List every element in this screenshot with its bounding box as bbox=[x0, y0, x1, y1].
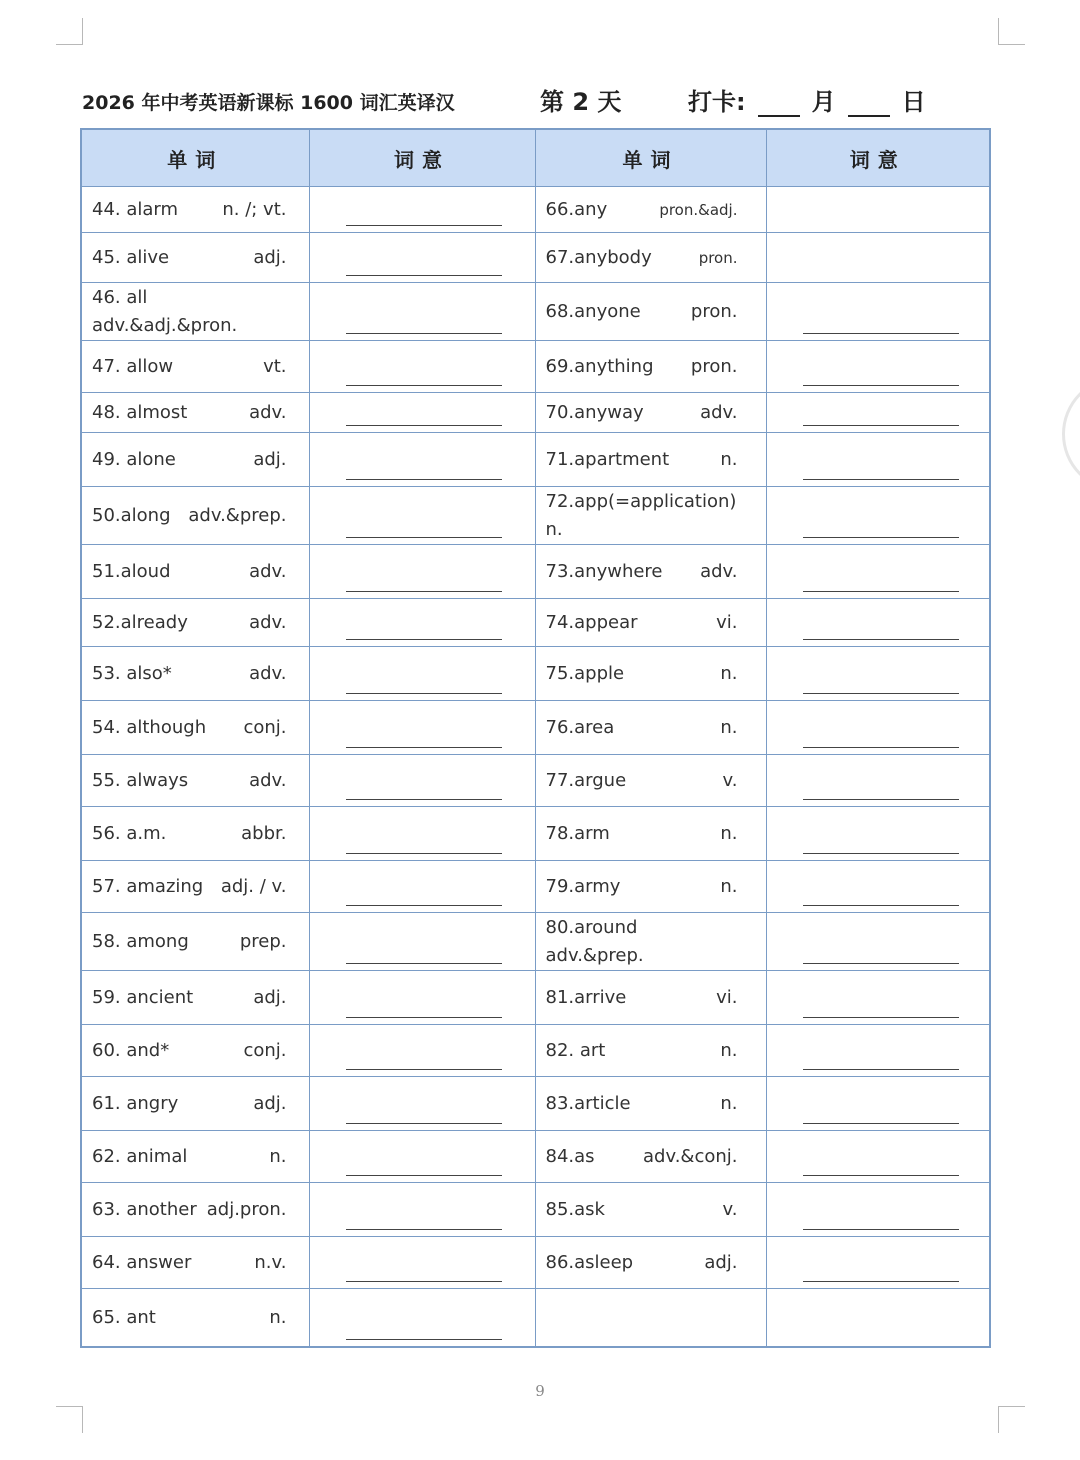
left-meaning-cell[interactable] bbox=[309, 283, 535, 341]
right-meaning-cell[interactable] bbox=[766, 1077, 990, 1131]
table-row bbox=[81, 1183, 990, 1237]
answer-line[interactable] bbox=[346, 333, 502, 334]
table-row bbox=[81, 283, 990, 341]
right-word-cell bbox=[535, 187, 766, 233]
answer-line[interactable] bbox=[803, 333, 959, 334]
vocab-word: 63. another bbox=[92, 1199, 197, 1220]
table-row bbox=[81, 187, 990, 233]
right-word-cell bbox=[535, 1289, 766, 1347]
left-word-cell bbox=[81, 599, 309, 647]
vocab-word: 72.app(=application) bbox=[545, 490, 737, 512]
answer-line[interactable] bbox=[346, 537, 502, 538]
left-meaning-cell[interactable] bbox=[309, 701, 535, 755]
part-of-speech: adj. bbox=[253, 987, 287, 1008]
answer-line[interactable] bbox=[346, 747, 502, 748]
answer-line[interactable] bbox=[346, 1229, 502, 1230]
vocab-table bbox=[80, 128, 991, 1348]
day-blank[interactable] bbox=[848, 91, 890, 117]
header-meaning-left: 词意 bbox=[309, 129, 535, 187]
page-header bbox=[82, 80, 1002, 120]
table-row bbox=[81, 545, 990, 599]
vocab-word: 54. although bbox=[92, 717, 207, 738]
table-row bbox=[81, 807, 990, 861]
answer-line[interactable] bbox=[346, 853, 502, 854]
left-meaning-cell[interactable] bbox=[309, 393, 535, 433]
right-word-cell bbox=[535, 1025, 766, 1077]
part-of-speech: adv.&adj.&pron. bbox=[92, 314, 238, 336]
right-word-cell bbox=[535, 1131, 766, 1183]
vocab-word: 82. art bbox=[545, 1040, 606, 1061]
right-meaning-cell[interactable] bbox=[766, 913, 990, 971]
left-word-cell bbox=[81, 187, 309, 233]
part-of-speech: adv. bbox=[249, 663, 287, 684]
table-row bbox=[81, 861, 990, 913]
vocab-word: 49. alone bbox=[92, 449, 176, 470]
left-word-cell bbox=[81, 545, 309, 599]
left-meaning-cell[interactable] bbox=[309, 599, 535, 647]
table-row bbox=[81, 1131, 990, 1183]
right-meaning-cell[interactable] bbox=[766, 233, 990, 283]
crop-mark-bottom-right bbox=[998, 1406, 1025, 1433]
part-of-speech: adv. bbox=[249, 770, 287, 791]
left-meaning-cell[interactable] bbox=[309, 1025, 535, 1077]
vocab-word: 85.ask bbox=[545, 1199, 605, 1220]
answer-line[interactable] bbox=[346, 1339, 502, 1340]
table-row bbox=[81, 971, 990, 1025]
part-of-speech: adv. bbox=[249, 402, 287, 423]
part-of-speech: n. bbox=[269, 1146, 287, 1167]
left-word-cell bbox=[81, 861, 309, 913]
part-of-speech: vi. bbox=[716, 612, 738, 633]
vocab-word: 52.already bbox=[92, 612, 188, 633]
answer-line[interactable] bbox=[803, 1281, 959, 1282]
vocab-word: 47. allow bbox=[92, 356, 174, 377]
part-of-speech: vi. bbox=[716, 987, 738, 1008]
right-word-cell bbox=[535, 487, 766, 545]
vocab-word: 66.any bbox=[545, 199, 608, 220]
left-word-cell bbox=[81, 1289, 309, 1347]
table-row bbox=[81, 233, 990, 283]
vocab-word: 53. also* bbox=[92, 663, 172, 684]
right-meaning-cell[interactable] bbox=[766, 1289, 990, 1347]
right-meaning-cell[interactable] bbox=[766, 1237, 990, 1289]
left-word-cell bbox=[81, 393, 309, 433]
part-of-speech: pron. bbox=[690, 356, 738, 377]
vocab-word: 79.army bbox=[545, 876, 621, 897]
part-of-speech: adj. bbox=[253, 247, 287, 268]
vocab-word: 71.apartment bbox=[545, 449, 670, 470]
part-of-speech: v. bbox=[722, 770, 738, 791]
part-of-speech: vt. bbox=[263, 356, 287, 377]
answer-line[interactable] bbox=[803, 693, 959, 694]
right-meaning-cell[interactable] bbox=[766, 187, 990, 233]
right-word-cell bbox=[535, 647, 766, 701]
part-of-speech: conj. bbox=[243, 1040, 287, 1061]
table-row bbox=[81, 1289, 990, 1347]
right-word-cell bbox=[535, 861, 766, 913]
part-of-speech: n. bbox=[269, 1306, 287, 1328]
left-word-cell bbox=[81, 1237, 309, 1289]
table-row bbox=[81, 599, 990, 647]
table-row bbox=[81, 701, 990, 755]
part-of-speech: v. bbox=[722, 1199, 738, 1220]
right-meaning-cell[interactable] bbox=[766, 393, 990, 433]
checkin-area bbox=[688, 82, 926, 117]
vocab-word: 55. always bbox=[92, 770, 189, 791]
right-meaning-cell[interactable] bbox=[766, 433, 990, 487]
vocab-word: 56. a.m. bbox=[92, 823, 167, 844]
edge-handle bbox=[1062, 376, 1080, 492]
vocab-word: 67.anybody bbox=[545, 247, 652, 268]
month-label: 月 bbox=[811, 88, 836, 116]
part-of-speech: adj. bbox=[253, 449, 287, 470]
left-word-cell bbox=[81, 755, 309, 807]
table-row bbox=[81, 755, 990, 807]
vocab-word: 68.anyone bbox=[545, 301, 641, 322]
left-meaning-cell[interactable] bbox=[309, 1289, 535, 1347]
part-of-speech: n. bbox=[720, 663, 738, 684]
month-blank[interactable] bbox=[758, 91, 800, 117]
right-word-cell bbox=[535, 755, 766, 807]
right-word-cell bbox=[535, 1183, 766, 1237]
vocab-word: 83.article bbox=[545, 1093, 631, 1114]
answer-line[interactable] bbox=[346, 479, 502, 480]
vocab-word: 73.anywhere bbox=[545, 561, 663, 582]
answer-line[interactable] bbox=[346, 799, 502, 800]
answer-line[interactable] bbox=[803, 905, 959, 906]
right-meaning-cell[interactable] bbox=[766, 701, 990, 755]
table-row bbox=[81, 341, 990, 393]
left-word-cell bbox=[81, 233, 309, 283]
table-row bbox=[81, 487, 990, 545]
right-meaning-cell[interactable] bbox=[766, 1183, 990, 1237]
left-meaning-cell[interactable] bbox=[309, 647, 535, 701]
page-number: 9 bbox=[535, 1382, 545, 1400]
answer-line[interactable] bbox=[803, 963, 959, 964]
answer-line[interactable] bbox=[346, 693, 502, 694]
part-of-speech: n. bbox=[720, 1093, 738, 1114]
left-meaning-cell[interactable] bbox=[309, 971, 535, 1025]
right-word-cell bbox=[535, 233, 766, 283]
right-word-cell bbox=[535, 283, 766, 341]
vocab-word: 51.aloud bbox=[92, 561, 171, 582]
vocab-word: 65. ant bbox=[92, 1306, 156, 1328]
left-word-cell bbox=[81, 971, 309, 1025]
vocab-word: 62. animal bbox=[92, 1146, 188, 1167]
checkin-label: 打卡: bbox=[688, 88, 746, 116]
right-word-cell bbox=[535, 1077, 766, 1131]
part-of-speech: adj. bbox=[704, 1252, 738, 1273]
answer-line[interactable] bbox=[803, 1175, 959, 1176]
answer-line[interactable] bbox=[346, 639, 502, 640]
right-meaning-cell[interactable] bbox=[766, 861, 990, 913]
left-word-cell bbox=[81, 1131, 309, 1183]
answer-line[interactable] bbox=[346, 225, 502, 226]
vocab-word: 76.area bbox=[545, 717, 615, 738]
part-of-speech: conj. bbox=[243, 717, 287, 738]
vocab-word: 78.arm bbox=[545, 823, 610, 844]
crop-mark-top-right bbox=[998, 18, 1025, 45]
answer-line[interactable] bbox=[803, 385, 959, 386]
day-label: 第 2 天 bbox=[540, 88, 622, 116]
part-of-speech: pron. bbox=[698, 248, 738, 267]
vocab-word: 57. amazing bbox=[92, 876, 204, 897]
answer-line[interactable] bbox=[803, 537, 959, 538]
left-meaning-cell[interactable] bbox=[309, 1183, 535, 1237]
left-meaning-cell[interactable] bbox=[309, 861, 535, 913]
answer-line[interactable] bbox=[803, 479, 959, 480]
right-word-cell bbox=[535, 1237, 766, 1289]
left-word-cell bbox=[81, 913, 309, 971]
part-of-speech: n. bbox=[720, 823, 738, 844]
header-word-right: 单词 bbox=[535, 129, 766, 187]
part-of-speech: n. bbox=[545, 518, 563, 540]
left-meaning-cell[interactable] bbox=[309, 341, 535, 393]
left-meaning-cell[interactable] bbox=[309, 233, 535, 283]
vocab-word: 50.along bbox=[92, 505, 171, 526]
left-word-cell bbox=[81, 1183, 309, 1237]
right-meaning-cell[interactable] bbox=[766, 283, 990, 341]
left-word-cell bbox=[81, 433, 309, 487]
answer-line[interactable] bbox=[803, 1123, 959, 1124]
vocab-word: 64. answer bbox=[92, 1252, 192, 1273]
page-title: 2026 年中考英语新课标 1600 词汇英译汉 bbox=[82, 92, 455, 114]
left-meaning-cell[interactable] bbox=[309, 807, 535, 861]
answer-line[interactable] bbox=[346, 963, 502, 964]
part-of-speech: pron. bbox=[690, 301, 738, 322]
vocab-word: 84.as bbox=[545, 1146, 595, 1167]
left-meaning-cell[interactable] bbox=[309, 1131, 535, 1183]
right-meaning-cell[interactable] bbox=[766, 341, 990, 393]
answer-line[interactable] bbox=[346, 385, 502, 386]
table-row bbox=[81, 393, 990, 433]
answer-line[interactable] bbox=[346, 425, 502, 426]
answer-line[interactable] bbox=[346, 1123, 502, 1124]
table-row bbox=[81, 647, 990, 701]
vocab-word: 44. alarm bbox=[92, 199, 179, 220]
left-meaning-cell[interactable] bbox=[309, 913, 535, 971]
crop-mark-top-left bbox=[56, 18, 83, 45]
answer-line[interactable] bbox=[803, 1017, 959, 1018]
right-meaning-cell[interactable] bbox=[766, 971, 990, 1025]
answer-line[interactable] bbox=[346, 591, 502, 592]
left-word-cell bbox=[81, 701, 309, 755]
part-of-speech: prep. bbox=[239, 931, 287, 952]
vocab-word: 77.argue bbox=[545, 770, 627, 791]
vocab-word: 61. angry bbox=[92, 1093, 179, 1114]
part-of-speech: adj. / v. bbox=[220, 876, 287, 897]
vocab-word: 60. and* bbox=[92, 1040, 170, 1061]
left-word-cell bbox=[81, 341, 309, 393]
table-header-row bbox=[81, 129, 990, 187]
vocab-word: 58. among bbox=[92, 931, 189, 952]
left-word-cell bbox=[81, 647, 309, 701]
answer-line[interactable] bbox=[346, 1281, 502, 1282]
vocab-word: 80.around bbox=[545, 916, 638, 938]
right-word-cell bbox=[535, 393, 766, 433]
part-of-speech: adv. bbox=[700, 561, 738, 582]
part-of-speech: adv.&prep. bbox=[545, 944, 644, 966]
part-of-speech: adv. bbox=[700, 402, 738, 423]
left-word-cell bbox=[81, 1077, 309, 1131]
vocab-word: 75.apple bbox=[545, 663, 625, 684]
part-of-speech: adv.&prep. bbox=[188, 505, 287, 526]
right-word-cell bbox=[535, 341, 766, 393]
vocab-word: 59. ancient bbox=[92, 987, 194, 1008]
answer-line[interactable] bbox=[346, 905, 502, 906]
right-word-cell bbox=[535, 971, 766, 1025]
part-of-speech: adv. bbox=[249, 561, 287, 582]
right-word-cell bbox=[535, 913, 766, 971]
part-of-speech: adv. bbox=[249, 612, 287, 633]
part-of-speech: n.v. bbox=[254, 1252, 287, 1273]
right-meaning-cell[interactable] bbox=[766, 807, 990, 861]
left-meaning-cell[interactable] bbox=[309, 487, 535, 545]
part-of-speech: pron.&adj. bbox=[659, 200, 738, 219]
answer-line[interactable] bbox=[346, 1175, 502, 1176]
table-row bbox=[81, 1025, 990, 1077]
crop-mark-bottom-left bbox=[56, 1406, 83, 1433]
right-meaning-cell[interactable] bbox=[766, 755, 990, 807]
vocab-word: 48. almost bbox=[92, 402, 188, 423]
table-row bbox=[81, 913, 990, 971]
answer-line[interactable] bbox=[803, 853, 959, 854]
left-meaning-cell[interactable] bbox=[309, 545, 535, 599]
right-word-cell bbox=[535, 545, 766, 599]
answer-line[interactable] bbox=[803, 799, 959, 800]
answer-line[interactable] bbox=[803, 639, 959, 640]
vocab-word: 86.asleep bbox=[545, 1252, 634, 1273]
part-of-speech: adv.&conj. bbox=[642, 1146, 738, 1167]
right-word-cell bbox=[535, 433, 766, 487]
right-word-cell bbox=[535, 701, 766, 755]
left-meaning-cell[interactable] bbox=[309, 187, 535, 233]
header-word-left: 单词 bbox=[81, 129, 309, 187]
part-of-speech: n. /; vt. bbox=[222, 199, 287, 220]
table-row bbox=[81, 433, 990, 487]
right-word-cell bbox=[535, 807, 766, 861]
vocab-word: 70.anyway bbox=[545, 402, 644, 423]
answer-line[interactable] bbox=[803, 1229, 959, 1230]
right-word-cell bbox=[535, 599, 766, 647]
right-meaning-cell[interactable] bbox=[766, 545, 990, 599]
left-word-cell bbox=[81, 807, 309, 861]
part-of-speech: n. bbox=[720, 1040, 738, 1061]
vocab-word: 81.arrive bbox=[545, 987, 627, 1008]
header-meaning-right: 词意 bbox=[766, 129, 990, 187]
vocab-word: 45. alive bbox=[92, 247, 170, 268]
left-meaning-cell[interactable] bbox=[309, 1077, 535, 1131]
part-of-speech: abbr. bbox=[241, 823, 287, 844]
right-meaning-cell[interactable] bbox=[766, 1131, 990, 1183]
answer-line[interactable] bbox=[803, 747, 959, 748]
answer-line[interactable] bbox=[803, 1069, 959, 1070]
left-meaning-cell[interactable] bbox=[309, 755, 535, 807]
part-of-speech: n. bbox=[720, 449, 738, 470]
answer-line[interactable] bbox=[803, 591, 959, 592]
part-of-speech: adj.pron. bbox=[206, 1199, 287, 1220]
left-word-cell bbox=[81, 487, 309, 545]
right-meaning-cell[interactable] bbox=[766, 647, 990, 701]
vocab-word: 74.appear bbox=[545, 612, 638, 633]
table-row bbox=[81, 1077, 990, 1131]
right-meaning-cell[interactable] bbox=[766, 487, 990, 545]
vocab-word: 69.anything bbox=[545, 356, 654, 377]
part-of-speech: n. bbox=[720, 717, 738, 738]
left-meaning-cell[interactable] bbox=[309, 1237, 535, 1289]
answer-line[interactable] bbox=[803, 425, 959, 426]
table-row bbox=[81, 1237, 990, 1289]
right-meaning-cell[interactable] bbox=[766, 1025, 990, 1077]
vocab-word: 46. all bbox=[92, 286, 148, 308]
answer-line[interactable] bbox=[346, 1017, 502, 1018]
right-meaning-cell[interactable] bbox=[766, 599, 990, 647]
part-of-speech: adj. bbox=[253, 1093, 287, 1114]
answer-line[interactable] bbox=[346, 1069, 502, 1070]
answer-line[interactable] bbox=[346, 275, 502, 276]
left-word-cell bbox=[81, 1025, 309, 1077]
day-of-month-label: 日 bbox=[901, 88, 926, 116]
part-of-speech: n. bbox=[720, 876, 738, 897]
left-word-cell bbox=[81, 283, 309, 341]
left-meaning-cell[interactable] bbox=[309, 433, 535, 487]
